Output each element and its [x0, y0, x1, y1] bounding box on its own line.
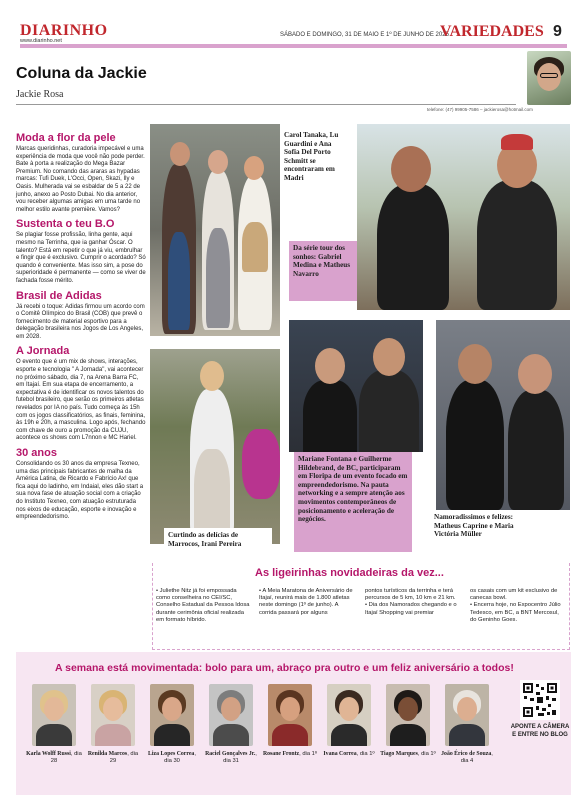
article-title: Sustenta o teu B.O — [16, 218, 115, 231]
section-title: VARIEDADES — [440, 23, 544, 40]
issue-date: SÁBADO E DOMINGO, 31 DE MAIO E 1º DE JUNHO DE 2025 — [280, 32, 449, 38]
qr-code[interactable] — [520, 680, 560, 720]
article-title: A Jornada — [16, 345, 70, 358]
birthday-name: Tiago Marques, dia 1º — [380, 751, 436, 757]
column-title: Coluna da Jackie — [16, 65, 147, 82]
avatar — [209, 684, 253, 746]
caption-tour: Da série tour dos sonhos: Gabriel Medina e Matheus Navarro — [289, 241, 357, 301]
avatar — [32, 684, 76, 746]
caption-madri: Carol Tanaka, Lu Guardini e Ana Sofia Del Porto Schmitt se encontraram em Madri — [280, 128, 352, 192]
caption-marrocos: Curtindo as delícias de Marrocos, Irani Pereira — [164, 528, 272, 552]
articles-column — [16, 128, 146, 522]
page-header — [0, 0, 587, 50]
column-author: Jackie Rosa — [16, 89, 64, 100]
article — [16, 345, 146, 443]
article-title: Moda a flor da pele — [16, 132, 116, 144]
avatar — [386, 684, 430, 746]
qr-code-icon — [522, 682, 558, 718]
photo-tour — [357, 124, 570, 310]
birthday-name: Rosane Frontz, dia 1º — [262, 751, 318, 757]
article — [16, 447, 146, 522]
birthday-name: Renilda Marcos, dia 29 — [87, 751, 139, 764]
logo-url[interactable]: www.diarinho.net — [20, 38, 62, 44]
birthday-name: João Érico de Souza, dia 4 — [441, 751, 493, 764]
qr-label: APONTE A CÂMERA E ENTRE NO BLOG — [510, 724, 570, 738]
article-title: 30 anos — [16, 447, 57, 459]
birthday-name: Raciel Gonçalves Jr., dia 31 — [205, 751, 257, 764]
birthdays-title: A semana está movimentada: bolo para um, abraço pra outro e um feliz aniversário a todos! — [55, 662, 514, 674]
avatar — [91, 684, 135, 746]
author-divider — [16, 104, 516, 105]
column-contact: telefone: (47) 99905-7586 – jackierosa@hotmail.com — [427, 107, 533, 112]
header-divider — [20, 44, 567, 48]
ligeirinhas-col-1: • Juliethe Nitz já foi empossada como conselheira no CEI/SC, Conselho Estadual da Pessoa Idosa durante cerimônia oficial realizada em formato híbrido. — [156, 588, 250, 623]
photo-floripa — [289, 320, 423, 452]
ligeirinhas-title: As ligeirinhas novidadeiras da vez... — [255, 567, 444, 579]
article-body: Já recebi o toque: Adidas firmou um acordo com o Comitê Olímpico do Brasil (COB) que prevê o fornecimento de material esportivo para a delegação brasileira nos Jogos de Los Angeles, em 2028. — [16, 303, 145, 340]
article-body: Se plagiar fosse profissão, linha gente, aqui mesmo na Terrinha, que ia ganhar Óscar. O talento? Está em repetir o que já viu, embrulhar e fingir que é exclusivo. Cumprir o acordado? Só quando é conveniente. Mas isso sim, a pose do superioridade é permanente — como se viver de fachada fosse mérito. — [16, 232, 146, 284]
photo-madri — [150, 124, 280, 336]
ligeirinhas-col-4: os casais com um kit exclusivo de canecas bowl. • Encerra hoje, no Expocentro Júlio Tedesco, em BC, a BNT Mercosul, do Geninho Goes. — [470, 588, 561, 623]
avatar — [327, 684, 371, 746]
page-number: 9 — [553, 23, 562, 40]
caption-namorados: Namoradissimos e felizes: Matheus Caprine e Maria Victória Müller — [430, 510, 540, 550]
article-body: O evento que é um mix de shows, interações, esporte e tecnologia " A Jornada", vai acontecer no próximo sábado, dia 7, na Arena Barra FC, em Itajaí. Em sua etapa de encerramento, a expectativa é de identificar os novos talentos do futebol brasileiro, que serão os primeiros atletas revelados por IA no país. Tudo começa às 15h com os jogos classificatórios, as finais, feminina, às 19h e 20h, a masculina. Logo após, fechando com chave de ouro a promoção da CUJU, acontece os shows com L7nnon e MC Hariel. — [16, 359, 146, 442]
birthday-name: Liza Lopes Correa, dia 30 — [148, 751, 196, 764]
avatar — [268, 684, 312, 746]
article-body: Consolidando os 30 anos da empresa Texneo, uma das principais fabricantes de malha da América Latina, de Ricardo e Fabrício Ax! que fica aqui do ladinho, em Indaial, eles dão start a sua nova fase de atuação social com a criação do Instituto Texneo, com atuação estruturada nos eixos de educação, esporte e inovação e empreendedorismo. — [16, 461, 144, 521]
ligeirinhas-col-3: pontos turísticos da terrinha e terá percursos de 5 km, 10 km e 21 km. • Dia dos Namorados chegando e o Itajaí Shopping vai premiar — [365, 588, 457, 616]
birthday-name: Ivana Correa, dia 1º — [323, 751, 375, 757]
birthday-name: Karla Wolff Russi, dia 28 — [26, 751, 82, 764]
caption-floripa: Mariane Fontana e Guilherme Hildebrand, de BC, participaram em Floripa de um evento focado em empreendedorismo. Na pauta networking e a sempre atenção aos movimentos contemporâneos de posicionamento e aceleração de negócios. — [294, 452, 412, 552]
avatar — [150, 684, 194, 746]
ligeirinhas-col-2: • A Meia Maratona de Aniversário de Itajaí, reunirá mais de 1.800 atletas neste domingo (1º de junho). A corrida passará por alguns — [259, 588, 353, 616]
photo-namorados — [436, 320, 570, 510]
photo-marrocos — [150, 349, 280, 544]
article — [16, 290, 146, 342]
article-title: Brasil de Adidas — [16, 289, 102, 302]
avatar — [445, 684, 489, 746]
article — [16, 132, 146, 214]
author-photo — [527, 51, 571, 105]
article-body: Marcas queridinhas, curadoria impecável e uma experiência de moda que você não pode perder. Bate à porta a realização do Mega Bazar Premium. No comando das araras as hypadas marcas: Tufi Duek, L'Occi, Open, Skazi, Ily e Oasis. Mulherada vai se esbaldar de 5 a 22 de junho, anexo ao Posto Dubai. No dia anterior, vou receber algumas amigas em uma tarde no melhor estilo avante première. Vamos? — [16, 146, 145, 213]
newspaper-logo[interactable]: DIARINHO — [20, 22, 108, 39]
article — [16, 218, 146, 285]
